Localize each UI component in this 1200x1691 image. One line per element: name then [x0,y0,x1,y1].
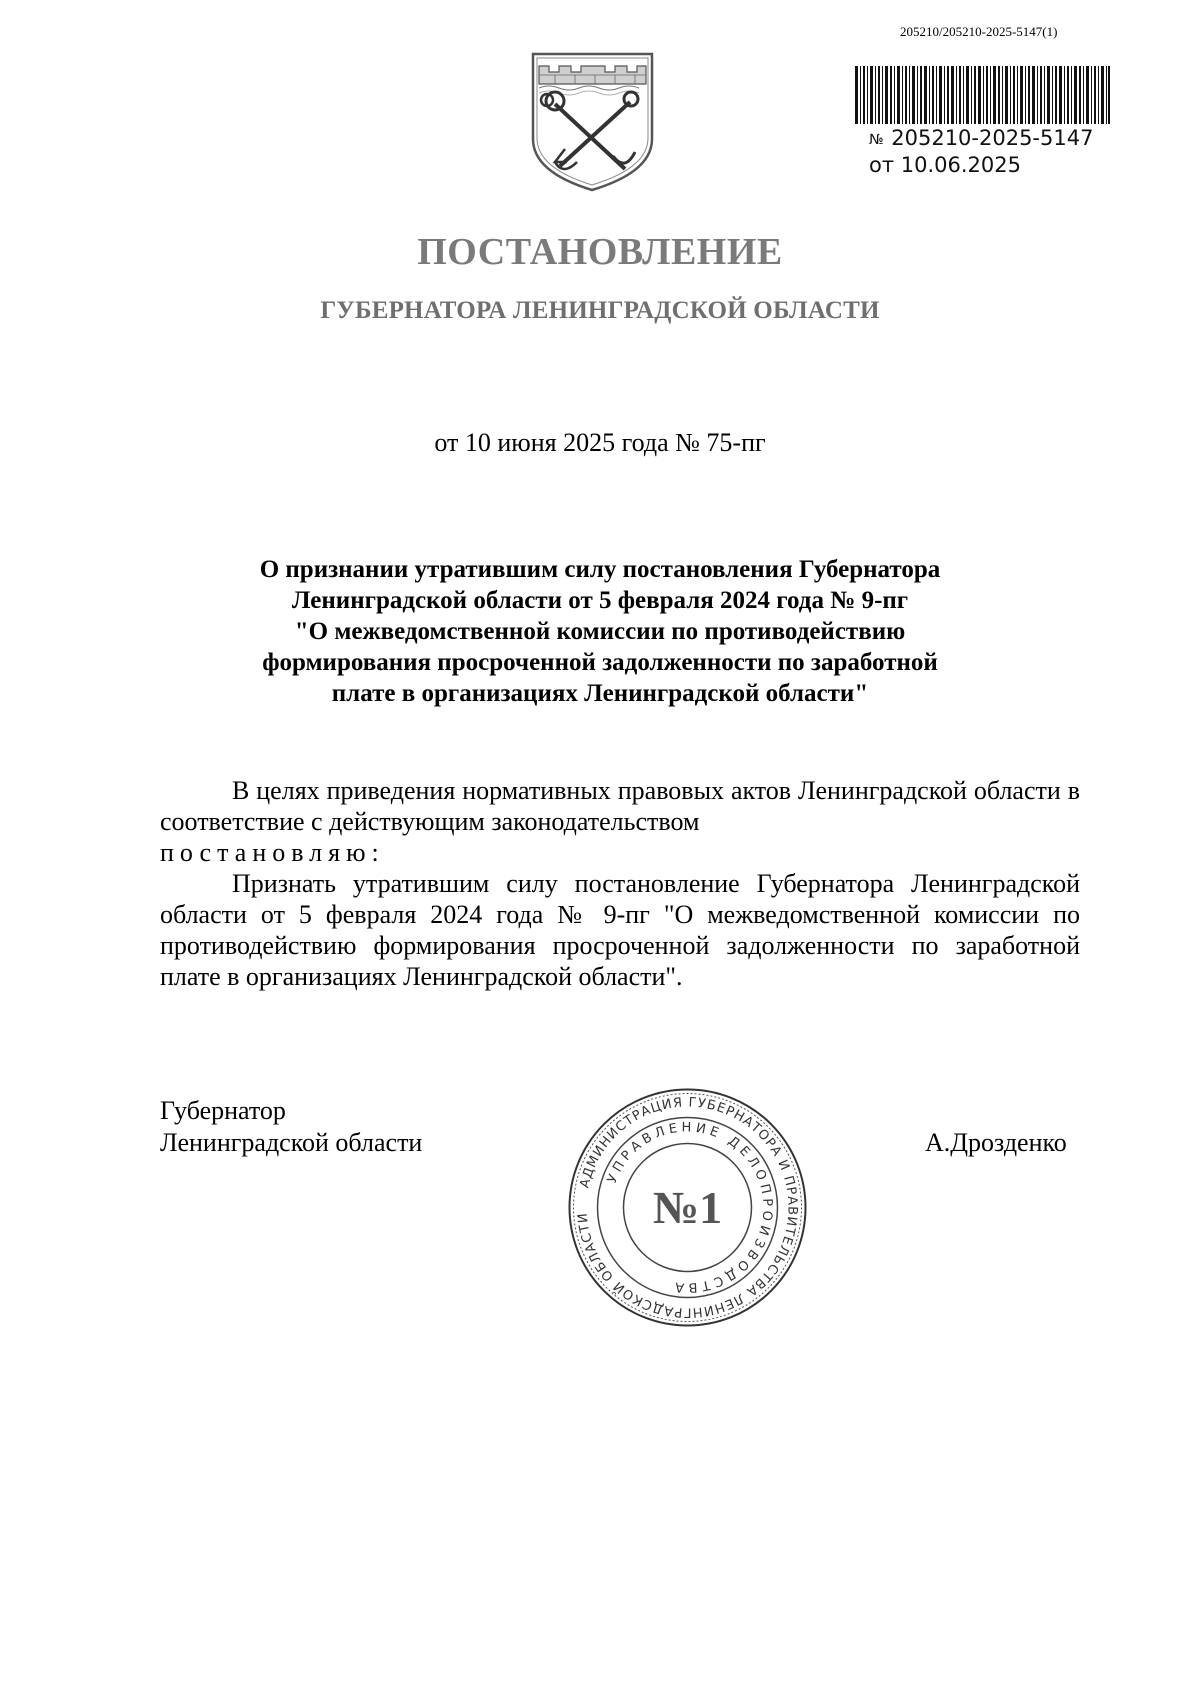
body-paragraph-2: Признать утратившим силу постановление Губернатора Ленинградской области от 5 февраля 2024 года № 9-пг "О межведомственной комиссии по противодействию формирования просроченной задолженности по заработной плате в организациях Ленинградской области". [160,869,1080,991]
barcode [855,66,1110,124]
heading-line: "О межведомственной комиссии по противодействию [294,618,906,645]
seal-inner-text: УПРАВЛЕНИЕ ДЕЛОПРОИЗВОДСТВА [604,1120,775,1295]
incoming-stamp [869,125,1093,179]
heading-line: О признании утратившим силу постановления Губернатора [259,556,941,583]
official-seal [565,1085,810,1330]
document-subtitle: ГУБЕРНАТОРА ЛЕНИНГРАДСКОЙ ОБЛАСТИ [320,297,880,324]
heading-line: формирования просроченной задолженности по заработной [262,649,938,676]
seal-center-text: №1 [652,1182,723,1233]
heading-line: Ленинградской области от 5 февраля 2024 года № 9-пг [291,587,909,614]
signatory-name: А.Дрозденко [925,1128,1067,1157]
heading-line: плате в организациях Ленинградской области" [331,680,869,707]
coat-of-arms-icon [525,44,660,194]
position-line: Ленинградской области [160,1128,423,1157]
body-paragraph-1: В целях приведения нормативных правовых актов Ленинградской области в соответствие с действующим законодательством [160,776,1080,836]
incoming-date: от 10.06.2025 [869,153,1021,177]
document-body [160,775,1080,992]
position-line: Губернатор [160,1096,286,1125]
document-heading [180,554,1020,709]
document-title: ПОСТАНОВЛЕНИЕ [417,231,783,273]
seal-outer-text: АДМИНИСТРАЦИЯ ГУБЕРНАТОРА И ПРАВИТЕЛЬСТВА ЛЕНИНГРАДСКОЙ ОБЛАСТИ [575,1095,800,1320]
signatory-position [160,1095,422,1159]
registration-number: 205210/205210-2025-5147(1) [900,24,1058,39]
decree-word: постановляю: [160,838,385,867]
document-date-number: от 10 июня 2025 года № 75-пг [434,428,766,457]
incoming-number: № 205210-2025-5147 [869,126,1094,150]
